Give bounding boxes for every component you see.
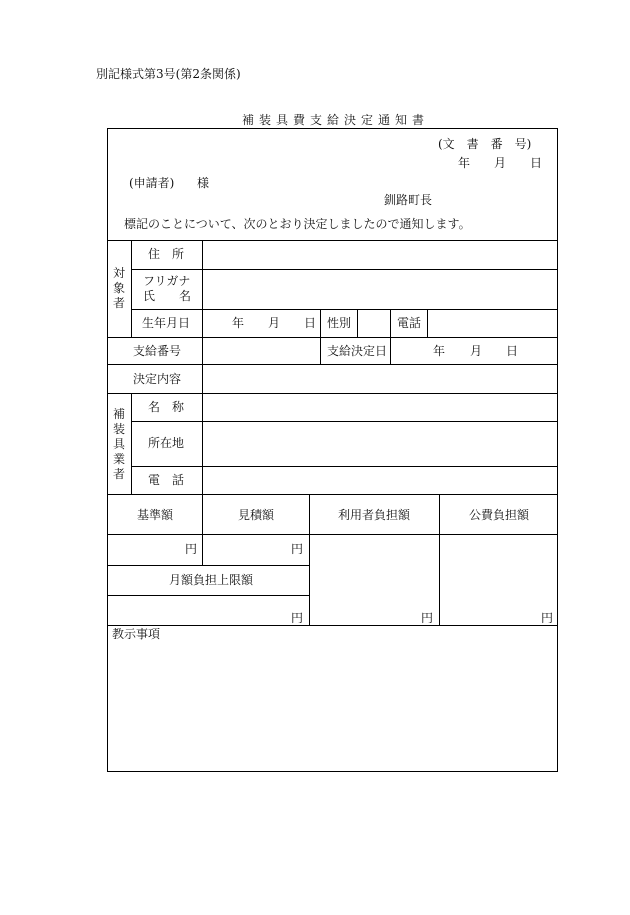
issue-date-year: 年 (458, 156, 471, 170)
furigana-label: フリガナ (143, 274, 191, 288)
applicant-label: (申請者) (129, 176, 175, 190)
phone-label: 電話 (397, 316, 422, 330)
payment-number-label: 支給番号 (133, 344, 182, 358)
birth-month: 月 (268, 316, 281, 330)
public-burden-yen: 円 (541, 611, 554, 625)
instructions-label: 教示事項 (112, 627, 161, 641)
user-burden-label: 利用者負担額 (338, 508, 411, 522)
decision-content-label: 決定内容 (133, 372, 182, 386)
birthdate-label: 生年月日 (142, 316, 191, 330)
issuer-name: 釧路町長 (384, 193, 433, 207)
issue-date-day: 日 (530, 156, 543, 170)
vendor-side-label: 補 装 具 業 者 (112, 407, 125, 481)
estimate-amount-yen: 円 (291, 542, 304, 556)
user-burden-yen: 円 (421, 611, 434, 625)
birth-day: 日 (304, 316, 317, 330)
form-number-header: 別記様式第3号(第2条関係) (96, 67, 241, 81)
document-title: 補装具費支給決定通知書 (242, 113, 430, 127)
vendor-phone-label: 電 話 (148, 473, 185, 487)
public-burden-label: 公費負担額 (469, 508, 530, 522)
subject-side-label: 対 象 者 (112, 266, 125, 310)
birth-year: 年 (232, 316, 245, 330)
decision-date-day: 日 (506, 344, 519, 358)
document-number-label: (文 書 番 号) (438, 137, 532, 151)
estimate-amount-label: 見積額 (238, 508, 275, 522)
vendor-name-label: 名 称 (148, 400, 185, 414)
address-label: 住 所 (148, 247, 185, 261)
vendor-location-label: 所在地 (148, 436, 185, 450)
standard-amount-label: 基準額 (137, 508, 174, 522)
decision-date-month: 月 (470, 344, 483, 358)
standard-amount-yen: 円 (185, 542, 198, 556)
monthly-limit-label: 月額負担上限額 (169, 573, 254, 587)
applicant-honorific: 様 (197, 176, 210, 190)
decision-date-year: 年 (433, 344, 446, 358)
decision-date-label: 支給決定日 (327, 344, 388, 358)
gender-label: 性別 (327, 316, 352, 330)
name-label: 氏 名 (143, 289, 192, 303)
intro-text: 標記のことについて、次のとおり決定しましたので通知します。 (124, 217, 471, 231)
issue-date-month: 月 (494, 156, 507, 170)
monthly-limit-yen: 円 (291, 611, 304, 625)
